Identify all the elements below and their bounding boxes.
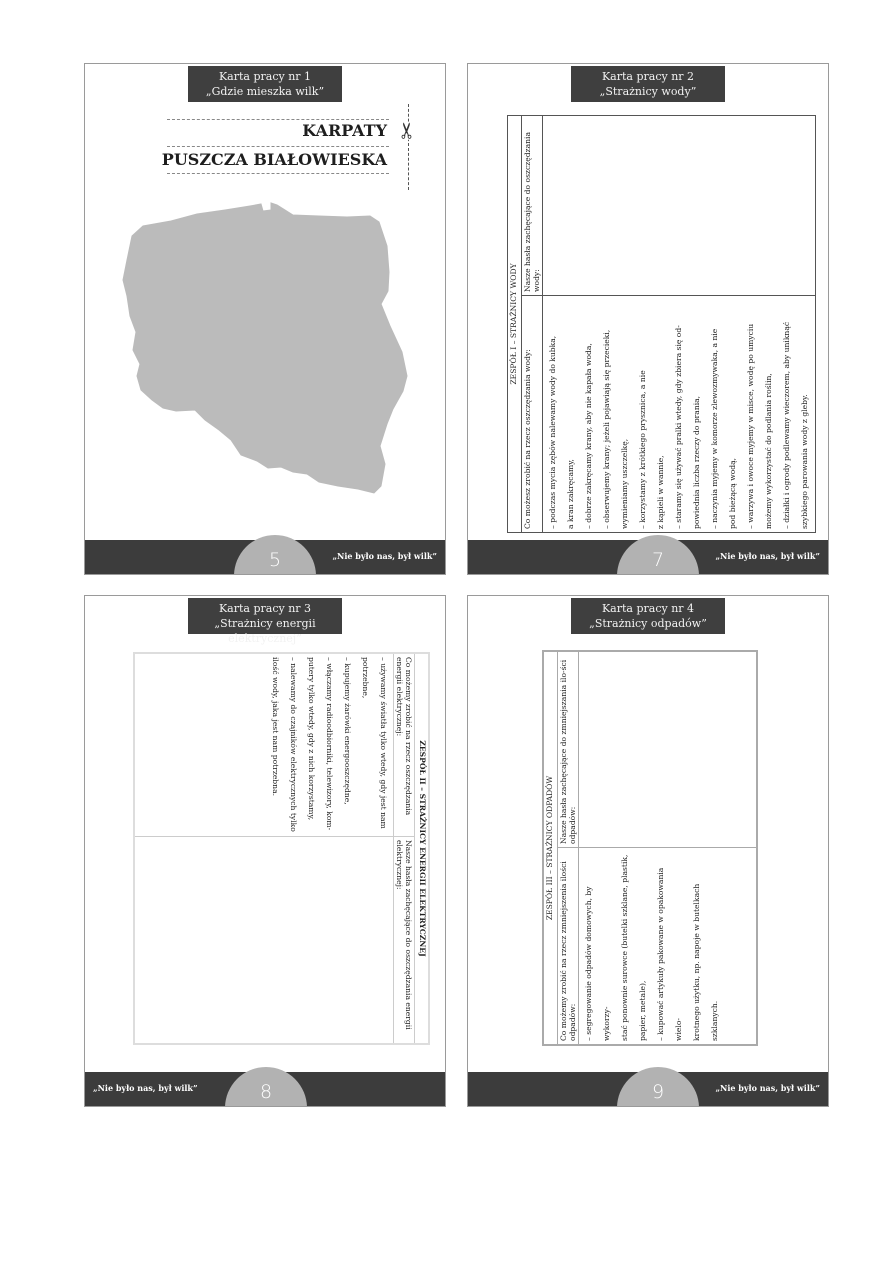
waste-table [542,650,758,1046]
footer-motto: „Nie było nas, był wilk” [715,1083,820,1093]
card-subtitle: „Strażnicy energii elektrycznej” [214,617,316,645]
worksheet-page-2 [467,63,829,575]
list-item: ilość wody, jaka jest nam potrzebna. [271,657,281,797]
card-header [188,598,342,645]
list-item: wymieniamy uszczelkę, [620,438,629,529]
col2-header: Nasze hasła zachęcające do oszczędzania energii elektrycznej: [394,837,415,1045]
page-number: 5 [268,549,282,571]
label-karpaty: KARPATY [302,121,387,140]
list-item: – kupować artykuły pakowane w opakowania wielo- [655,867,683,1041]
tips-list [580,851,724,1041]
list-item: powiednia liczba rzeczy do prania, [692,395,701,529]
water-table [507,115,816,533]
worksheet-page-3 [84,595,446,1107]
card-subtitle: „Strażnicy wody” [599,85,697,98]
col1-content [543,296,816,533]
card-title: Karta pracy nr 2 [601,70,695,83]
footer-motto: „Nie było nas, był wilk” [332,551,437,561]
col1-header: Co możemy zrobić na rzecz oszczędzania energii elektrycznej: [394,653,415,837]
list-item: krotnego użytku, np. napoje w butelkach szklanych. [691,883,719,1041]
list-item: – nalewamy do czajników elektrycznych tylko [289,657,299,832]
card-header [571,66,725,102]
table-title: ZESPÓŁ I – STRAŻNICY WODY [508,116,522,533]
table-title: ZESPÓŁ III – STRAŻNICY ODPADÓW [543,651,557,1045]
worksheet-page-4 [467,595,829,1107]
scissors-icon: ✂ [395,121,421,140]
worksheet-page-1 [84,63,446,575]
col1-content [578,848,757,1046]
page-number: 8 [259,1081,273,1103]
list-item: – obserwujemy krany; jeżeli pojawiają się przecieki, [602,329,611,529]
list-item: potrzebne, [361,657,371,699]
list-item: z kąpieli w wannie, [656,455,665,529]
list-item: – działki i ogrody podlewamy wieczorem, aby uniknąć [782,321,791,529]
list-item: putery tylko wtedy, gdy z nich korzystamy, [307,657,317,821]
worksheet-table-rotated [507,115,816,533]
worksheet-table-rotated [542,650,758,1046]
worksheet-table-rotated [133,652,430,1045]
tips-list [544,299,814,529]
list-item: stać ponownie surowce (butelki szklane, plastik, [619,854,629,1041]
col1-content [134,653,394,837]
page-number: 9 [651,1081,665,1103]
list-item: – korzystamy z krótkiego prysznica, a nie [638,370,647,529]
col2-content [134,837,394,1045]
col1-header: Co możesz zrobić na rzecz oszczędzania wody: [522,296,543,533]
col2-header: Nasze hasła zachęcające do zmniejszania ilo-ści odpadów: [557,651,578,848]
col2-content [578,651,757,848]
list-item: – dobrze zakręcamy krany, aby nie kapała woda, [584,343,593,529]
footer-motto: „Nie było nas, był wilk” [715,551,820,561]
list-item: możemy wykorzystać do podlania roślin, [764,373,773,529]
page-number: 7 [651,549,665,571]
card-title: Karta pracy nr 1 [218,70,312,83]
poland-map [85,64,446,575]
tips-list [267,657,393,833]
card-subtitle: „Strażnicy odpadów” [589,617,707,630]
list-item: – używamy światła tylko wtedy, gdy jest nam [379,657,389,829]
card-header [571,598,725,634]
energy-table [133,652,430,1045]
list-item: – naczynia myjemy w komorze zlewozmywaka, a nie [710,328,719,529]
list-item: papier, metale), [637,980,647,1041]
table-title: ZESPÓŁ II – STRAŻNICY ENERGII ELEKTRYCZNEJ [415,653,429,1044]
label-puszcza: PUSZCZA BIAŁOWIESKA [161,150,387,169]
col2-header: Nasze hasła zachęcające do oszczędzania wody: [522,116,543,296]
list-item: – segregowanie odpadów domowych, by wykorzy- [583,886,611,1041]
list-item: a kran zakręcamy, [566,459,575,529]
col2-content [543,116,816,296]
list-item: – podczas mycia zębów nalewamy wody do kubka, [548,335,557,529]
card-subtitle: „Gdzie mieszka wilk” [205,85,325,98]
card-title: Karta pracy nr 3 [218,602,312,615]
list-item: – staramy się używać pralki wtedy, gdy zbiera się od- [674,325,683,529]
list-item: – kupujemy żarówki energooszczędne, [343,657,353,805]
list-item: – włączamy radioodbiorniki, telewizory, kom- [325,657,335,831]
list-item: – warzywa i owoce myjemy w misce, wodę po umyciu [746,323,755,529]
card-title: Karta pracy nr 4 [601,602,695,615]
list-item: szybkiego parowania wody z gleby. [800,394,809,529]
col1-header: Co możemy zrobić na rzecz zmniejszenia ilości odpadów: [557,848,578,1046]
footer-motto: „Nie było nas, był wilk” [93,1083,198,1093]
list-item: pod bieżącą wodą, [728,457,737,529]
